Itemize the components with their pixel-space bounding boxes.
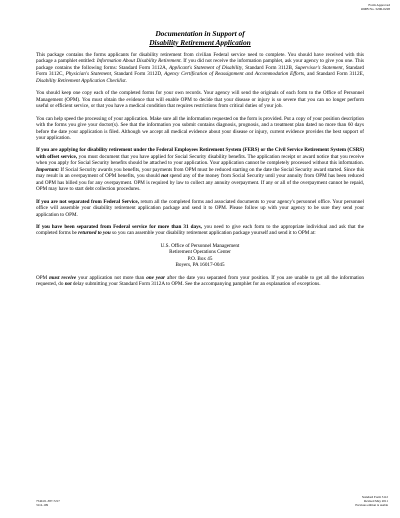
text-segment: you need to give each form to the appropriate individual and ask that the completed forms be bbox=[36, 223, 364, 237]
text-segment: spend any of the money from Social Security until your annuity from OPM has been reduced and OPM has billed you for any overpayment. OPM is required by law to collect any annuity overpayment. If any or all of the overpayment cannot be repaid, OPM may have to start debt collection procedures. bbox=[36, 173, 365, 193]
address-line: Retirement Operations Center bbox=[169, 249, 231, 256]
standard-form-label: Standard Form 3112 bbox=[361, 495, 388, 499]
text-segment: If Social Security awards you benefits, your payments from OPM must be reduced starting on the date the Social Security award started. Since this may result in an overpayment of OPM benefits, you should bbox=[36, 166, 364, 180]
document-title bbox=[0, 29, 400, 47]
text-segment: return all the completed forms and associated documents to your agency's personnel office. Your personnel office will assemble your disability retirement application package and send it to OPM. Please follow up with your agency to be sure they send your application to OPM. bbox=[36, 198, 365, 218]
form-3112b-title: Supervisor's Statement bbox=[295, 64, 343, 71]
pamphlet-title: Information About Disability Retirement. bbox=[96, 58, 182, 65]
form-approval-block bbox=[361, 3, 390, 11]
separated-heading: If you have been separated from Federal service for more than 31 days, bbox=[36, 223, 202, 230]
form-3112c-title: Physician's Statement bbox=[65, 71, 112, 78]
footer-form-info bbox=[355, 495, 388, 507]
edition-note: Previous edition is usable bbox=[355, 503, 388, 507]
form-code: 3112-109 bbox=[36, 503, 49, 507]
text-segment: , Standard Form 3112D, bbox=[111, 71, 165, 78]
emphasis-one-year: one year bbox=[146, 274, 165, 281]
paragraph-not-separated bbox=[36, 199, 364, 218]
omb-number: OMB No. 3206-0228 bbox=[360, 7, 390, 11]
important-label: Important: bbox=[36, 166, 60, 173]
not-separated-heading: If you are not separated from Federal Service, bbox=[36, 198, 139, 205]
revision-date: Revised May 2011 bbox=[364, 499, 388, 503]
emphasis-not: not bbox=[64, 281, 72, 288]
text-segment: This package contains the forms applicants for disability retirement from civilian Federal service need to complete. You should have received with this package a pamphlet entitled: bbox=[36, 52, 364, 65]
opm-mailing-address bbox=[36, 243, 364, 269]
text-segment: , Standard Form 3112C, bbox=[36, 64, 364, 78]
form-3112d-title: Agency Certification of Reassignment and Accommodation Efforts bbox=[164, 71, 305, 78]
footer-stock-numbers bbox=[36, 499, 60, 507]
paragraph-fers-csrs bbox=[36, 147, 364, 192]
text-segment: OPM bbox=[36, 274, 50, 281]
text-segment: delay submitting your Standard Form 3112A to OPM. See the accompanying pamphlet for an explanation of exceptions. bbox=[71, 281, 321, 288]
paragraph-separated bbox=[36, 224, 364, 237]
address-line: P.O. Box 45 bbox=[187, 255, 213, 262]
paragraph-speed-processing: You can help speed the processing of your application. Make sure all the information requested on the form is provided. Put a copy of your position description with the forms you give your doctor(s). See that the information you submit contains diagnosis, prognosis, and a treatment plan dated no more than 60 days before the date your application is filed. Although we accept all medical evidence about your disease or injury, current evidence provides the best support of your application. bbox=[36, 115, 364, 141]
nsn-number: 7540-01-387-7217 bbox=[36, 499, 60, 503]
title-line-1: Documentation in Support of bbox=[155, 29, 245, 38]
form-3112a-title: Applicant's Statement of Disability bbox=[168, 64, 243, 71]
emphasis-must-receive: must receive bbox=[49, 274, 77, 281]
document-body bbox=[36, 52, 364, 294]
text-segment: your application not more than bbox=[76, 274, 147, 281]
fers-csrs-heading: If you are applying for disability retirement under the Federal Employees Retirement System (FERS) or the Civil Service Retirement System (CSRS) with offset service, bbox=[36, 147, 364, 160]
text-segment: after the date you separated from your position. If you are unable to get all the information requested, do bbox=[36, 274, 364, 288]
paragraph-forms-package bbox=[36, 52, 364, 84]
emphasis-returned-to-you: returned to you bbox=[78, 230, 111, 237]
text-segment: you must document that you have applied for Social Security disability benefits. The application receipt or award notice that you receive when you apply for Social Security benefits should be attached to your application. Your application cannot be completely processed without this information. bbox=[36, 153, 364, 167]
form-3112e-title: Disability Retirement Application Checklist bbox=[36, 77, 126, 84]
emphasis-not: not bbox=[161, 173, 169, 180]
text-segment: If you did not receive the information pamphlet, ask your agency to give you one. This package contains the following forms: Standard Form 3112A, bbox=[36, 58, 365, 71]
text-segment: , and Standard Form 3112E, bbox=[304, 71, 364, 78]
paragraph-deadline bbox=[36, 275, 364, 288]
title-line-2: Disability Retirement Application bbox=[149, 38, 251, 47]
address-line: Boyers, PA 16017-0045 bbox=[175, 262, 225, 269]
paragraph-keep-copies: You should keep one copy each of the completed forms for your own records. Your agency will send the originals of each form to the Office of Personnel Management (OPM). You must obtain the evidence that will enable OPM to decide that your disease or injury is so severe that you can no longer perform useful or efficient service, or that you have a medical condition that requires restrictions from critical duties of your job. bbox=[36, 90, 364, 110]
address-line: U.S. Office of Personnel Management bbox=[160, 242, 240, 249]
text-segment: . bbox=[125, 77, 127, 84]
text-segment: , Standard Form 3112B, bbox=[242, 64, 296, 71]
form-approved-label: Form Approved bbox=[368, 3, 390, 7]
text-segment: so you can assemble your disability retirement application package yourself and send it to OPM at: bbox=[110, 230, 316, 237]
